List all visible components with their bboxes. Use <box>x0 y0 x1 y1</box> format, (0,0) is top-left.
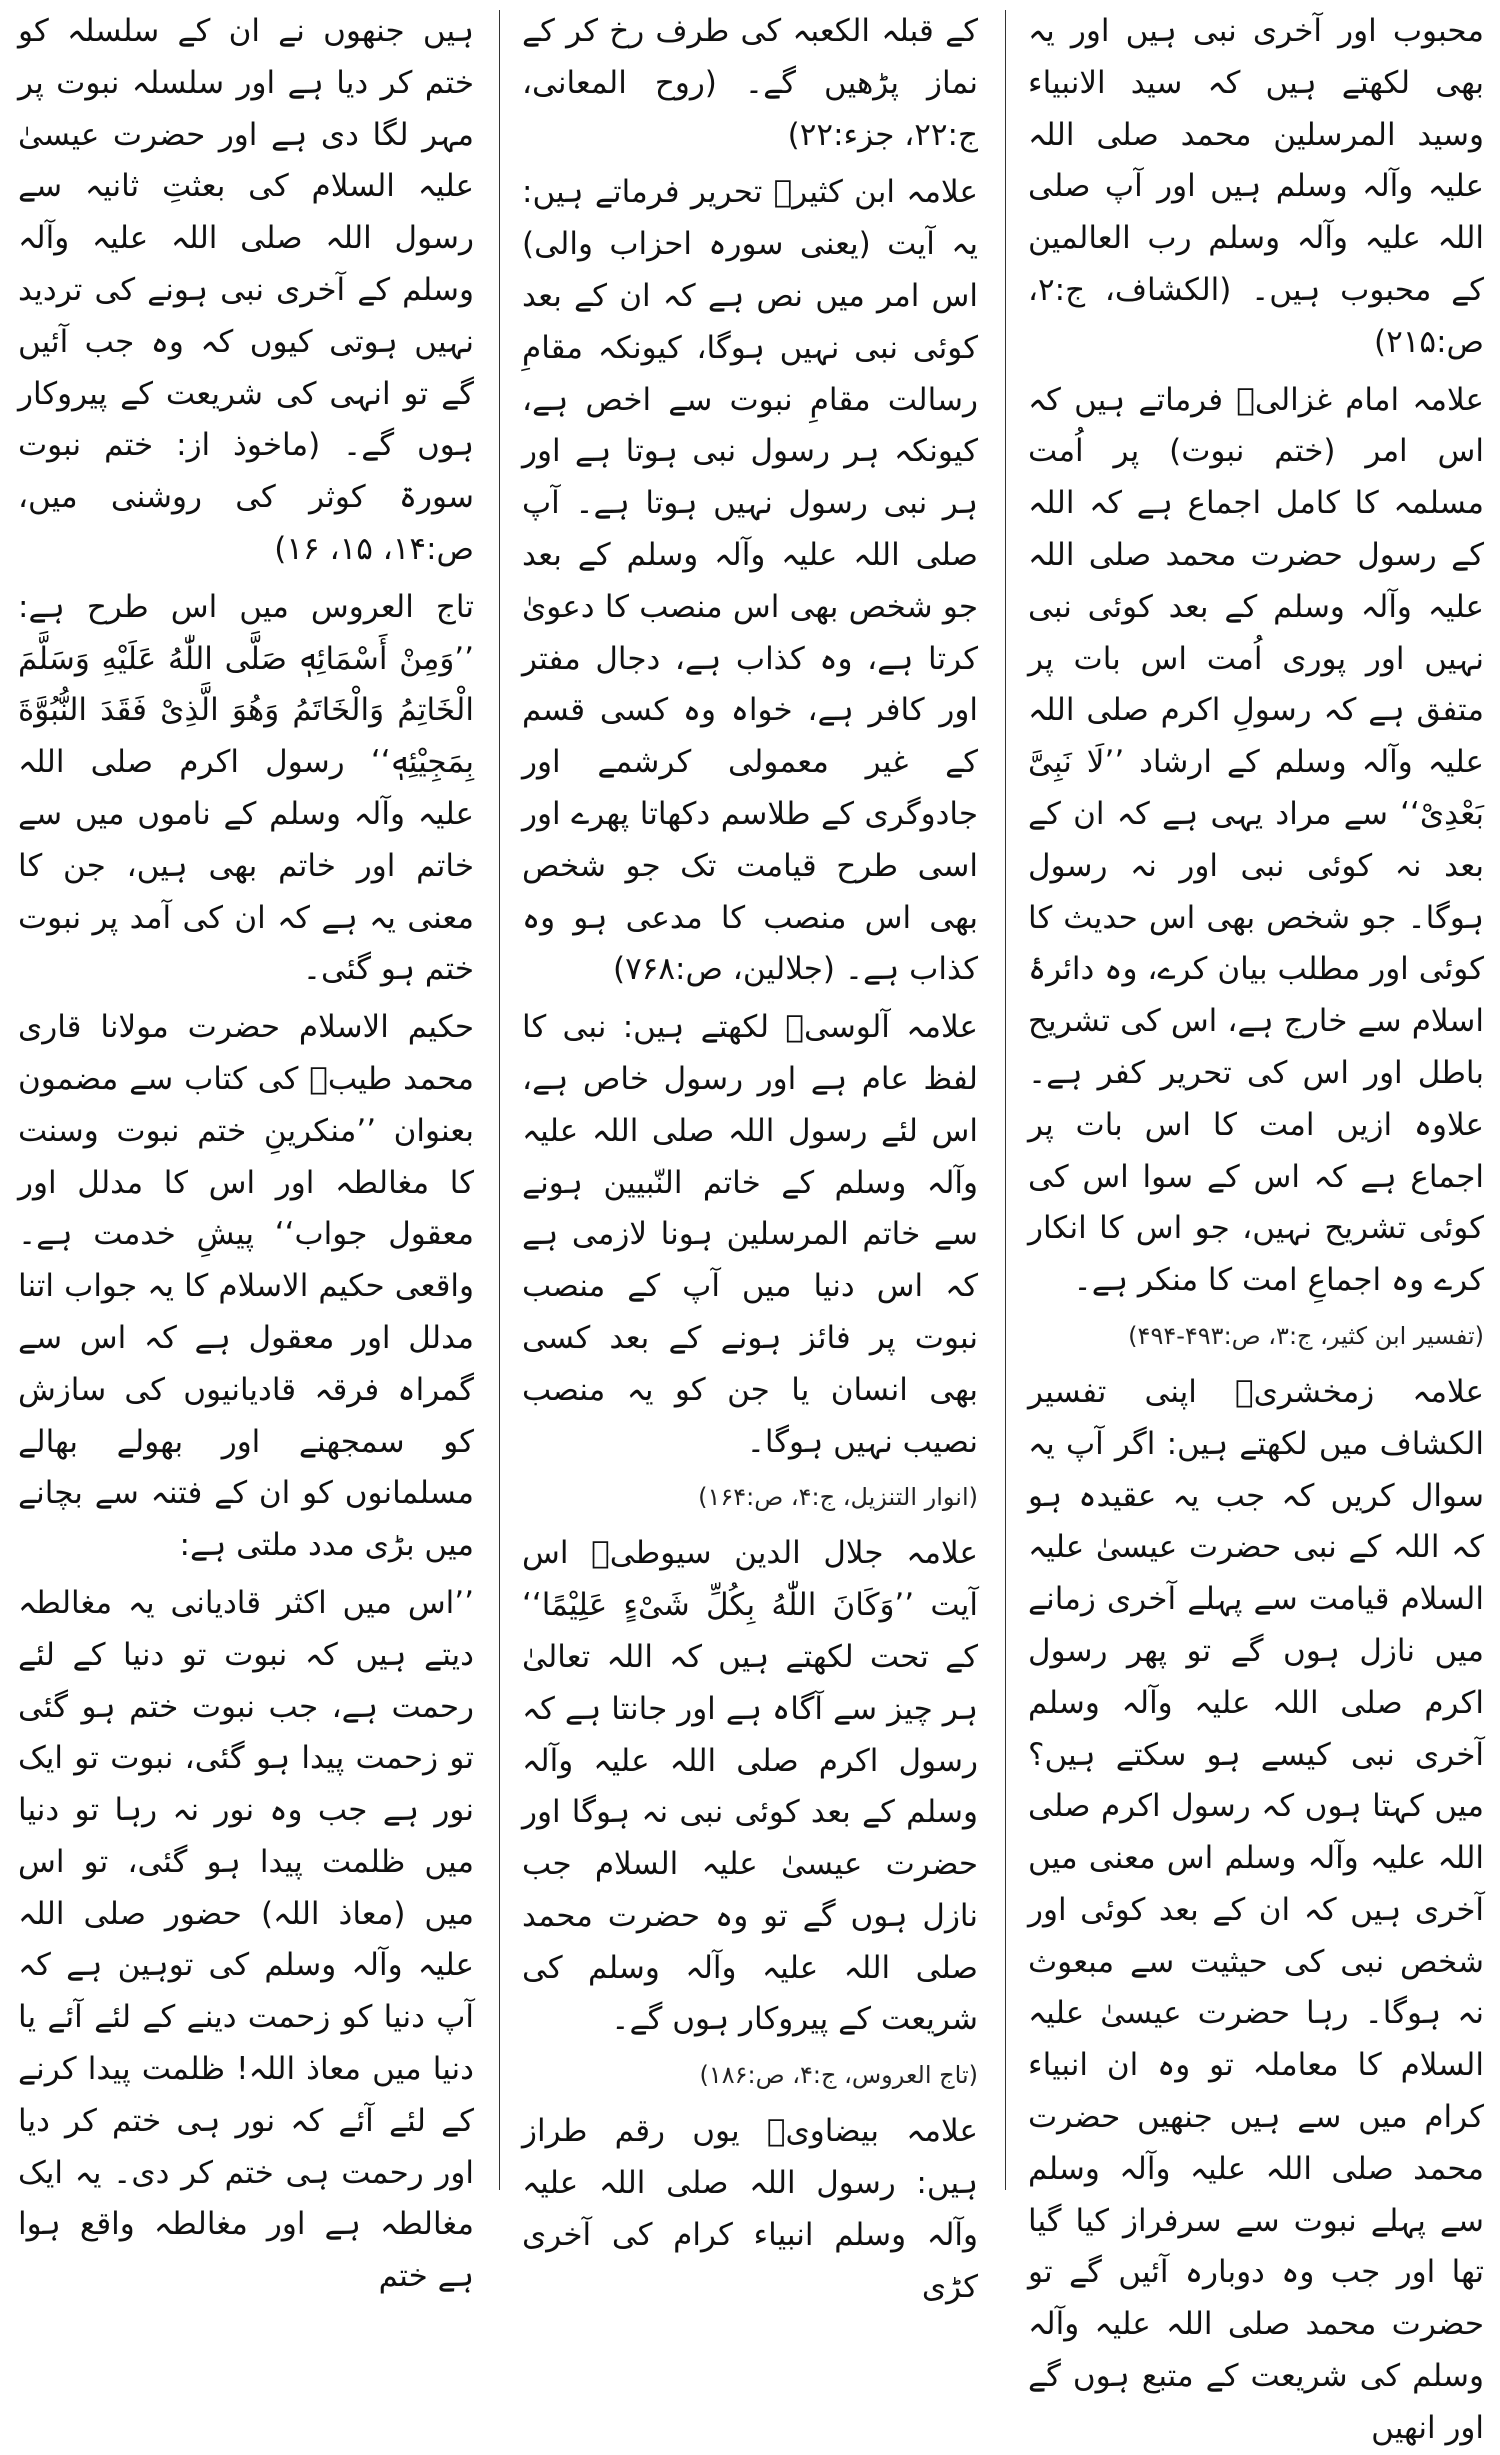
paragraph: علامہ ابن کثیرؒ تحریر فرماتے ہیں: یہ آیت (یعنی سورہ احزاب والی) اس امر میں نص ہے کہ ان کے بعد کوئی نبی نہیں ہوگا، کیونکہ مقامِ رسالت مقامِ نبوت سے اخص ہے، کیونکہ ہر رسول نبی ہوتا ہے اور ہر نبی رسول نہیں ہوتا ہے۔ آپ صلی اللہ علیہ وآلہ وسلم کے بعد جو شخص بھی اس منصب کا دعویٰ کرتا ہے، وہ کذاب ہے، دجال مفتر اور کافر ہے، خواہ وہ کسی قسم کے غیر معمولی کرشمے اور جادوگری کے طلاسم دکھاتا پھرے اور اسی طرح قیامت تک جو شخص بھی اس منصب کا مدعی ہو وہ کذاب ہے۔ (جلالین، ص:۷۶۸) <box>522 174 978 988</box>
paragraph: علامہ امام غزالیؒ فرماتے ہیں کہ اس امر (ختم نبوت) پر اُمت مسلمہ کا کامل اجماع ہے کہ اللہ کے رسول حضرت محمد صلی اللہ علیہ وآلہ وسلم کے بعد کوئی نبی نہیں اور پوری اُمت اس بات پر متفق ہے کہ رسولِ اکرم صلی اللہ علیہ وآلہ وسلم کے ارشاد ’’لَا نَبِیَّ بَعْدِیْ‘‘ سے مراد یہی ہے کہ ان کے بعد نہ کوئی نبی اور نہ رسول ہوگا۔ جو شخص بھی اس حدیث کا کوئی اور مطلب بیان کرے، وہ دائرۂ اسلام سے خارج ہے، اس کی تشریح باطل اور اس کی تحریر کفر ہے۔ علاوہ ازیں امت کا اس بات پر اجماع ہے کہ اس کے سوا اس کی کوئی تشریح نہیں، جو اس کا انکار کرے وہ اجماعِ امت کا منکر ہے۔ <box>1028 381 1484 1299</box>
paragraph: کے قبلہ الکعبہ کی طرف رخ کر کے نماز پڑھیں گے۔ (روح المعانی، ج:۲۲، جزء:۲۲) <box>522 13 978 153</box>
column-middle <box>522 0 978 2305</box>
paragraph: محبوب اور آخری نبی ہیں اور یہ بھی لکھتے ہیں کہ سید الانبیاء وسید المرسلین محمد صلی اللہ علیہ وآلہ وسلم ہیں اور آپ صلی اللہ علیہ وآلہ وسلم رب العالمین کے محبوب ہیں۔ (الکشاف، ج:۲، ص:۲۱۵) <box>1028 13 1484 360</box>
paragraph: علامہ بیضاویؒ یوں رقم طراز ہیں: رسول اللہ صلی اللہ علیہ وآلہ وسلم انبیاء کرام کی آخری کڑی <box>522 2113 978 2305</box>
column-divider-left <box>499 10 500 2190</box>
paragraph: ہیں جنھوں نے ان کے سلسلہ کو ختم کر دیا ہے اور سلسلہ نبوت پر مہر لگا دی ہے اور حضرت عیسیٰ علیہ السلام کی بعثتِ ثانیہ سے رسول اللہ صلی اللہ علیہ وآلہ وسلم کے آخری نبی ہونے کی تردید نہیں ہوتی کیوں کہ وہ جب آئیں گے تو انہی کی شریعت کے پیروکار ہوں گے۔ (ماخوذ از: ختم نبوت سورۃ کوثر کی روشنی میں، ص:۱۴، ۱۵، ۱۶) <box>18 13 474 567</box>
citation: (تفسیر ابن کثیر، ج:۳، ص:۴۹۳-۴۹۴) <box>1128 1321 1484 1350</box>
citation: (تاج العروس، ج:۴، ص:۱۸۶) <box>699 2061 978 2090</box>
paragraph: حکیم الاسلام حضرت مولانا قاری محمد طیبؒ کی کتاب سے مضمون بعنوان ’’منکرینِ ختم نبوت وسنت کا مغالطہ اور اس کا مدلل اور معقول جواب‘‘ پیشِ خدمت ہے۔ واقعی حکیم الاسلام کا یہ جواب اتنا مدلل اور معقول ہے کہ اس سے گمراہ فرقہ قادیانیوں کی سازش کو سمجھنے اور بھولے بھالے مسلمانوں کو ان کے فتنہ سے بچانے میں بڑی مدد ملتی ہے: <box>18 1009 474 1564</box>
column-right <box>1028 0 1484 2446</box>
paragraph: علامہ زمخشریؒ اپنی تفسیر الکشاف میں لکھتے ہیں: اگر آپ یہ سوال کریں کہ جب یہ عقیدہ ہو کہ اللہ کے نبی حضرت عیسیٰ علیہ السلام قیامت سے پہلے آخری زمانے میں نازل ہوں گے تو پھر رسول اکرم صلی اللہ علیہ وآلہ وسلم آخری نبی کیسے ہو سکتے ہیں؟ میں کہتا ہوں کہ رسول اکرم صلی اللہ علیہ وآلہ وسلم اس معنی میں آخری ہیں کہ ان کے بعد کوئی اور شخص نبی کی حیثیت سے مبعوث نہ ہوگا۔ رہا حضرت عیسیٰ علیہ السلام کا معاملہ تو وہ ان انبیاء کرام میں سے ہیں جنھیں حضرت محمد صلی اللہ علیہ وآلہ وسلم سے پہلے نبوت سے سرفراز کیا گیا تھا اور جب وہ دوبارہ آئیں گے تو حضرت محمد صلی اللہ علیہ وآلہ وسلم کی شریعت کے متبع ہوں گے اور انھیں <box>1028 1373 1484 2446</box>
column-left <box>18 0 474 2295</box>
citation: (انوار التنزیل، ج:۴، ص:۱۶۴) <box>698 1483 978 1512</box>
paragraph: علامہ جلال الدین سیوطیؒ اس آیت ’’وَكَانَ اللّٰهُ بِكُلِّ شَیْءٍ عَلِیْمًا‘‘ کے تحت لکھتے ہیں کہ اللہ تعالیٰ ہر چیز سے آگاہ ہے اور جانتا ہے کہ رسول اکرم صلی اللہ علیہ وآلہ وسلم کے بعد کوئی نبی نہ ہوگا اور حضرت عیسیٰ علیہ السلام جب نازل ہوں گے تو وہ حضرت محمد صلی اللہ علیہ وآلہ وسلم کی شریعت کے پیروکار ہوں گے۔ <box>522 1535 978 2038</box>
paragraph: علامہ آلوسیؒ لکھتے ہیں: نبی کا لفظ عام ہے اور رسول خاص ہے، اس لئے رسول اللہ صلی اللہ علیہ وآلہ وسلم کے خاتم النّبیین ہونے سے خاتم المرسلین ہونا لازمی ہے کہ اس دنیا میں آپ کے منصب نبوت پر فائز ہونے کے بعد کسی بھی انسان یا جن کو یہ منصب نصیب نہیں ہوگا۔ <box>522 1009 978 1460</box>
paragraph: تاج العروس میں اس طرح ہے: ’’وَمِنْ أَسْمَائِهٖ صَلَّى اللّٰهُ عَلَيْهِ وَسَلَّمَ الْخَاتِمُ وَالْخَاتَمُ وَهُوَ الَّذِیْ فَقَدَ النُّبُوَّةَ بِمَجِيْئِهٖ‘‘ رسول اکرم صلی اللہ علیہ وآلہ وسلم کے ناموں میں سے خاتم اور خاتم بھی ہیں، جن کا معنی یہ ہے کہ ان کی آمد پر نبوت ختم ہو گئی۔ <box>18 588 474 988</box>
paragraph: ’’اس میں اکثر قادیانی یہ مغالطہ دیتے ہیں کہ نبوت تو دنیا کے لئے رحمت ہے، جب نبوت ختم ہو گئی تو زحمت پیدا ہو گئی، نبوت تو ایک نور ہے جب وہ نور نہ رہا تو دنیا میں ظلمت پیدا ہو گئی، تو اس میں (معاذ اللہ) حضور صلی اللہ علیہ وآلہ وسلم کی توہین ہے کہ آپ دنیا کو زحمت دینے کے لئے آئے یا دنیا میں معاذ اللہ! ظلمت پیدا کرنے کے لئے آئے کہ نور ہی ختم کر دیا اور رحمت ہی ختم کر دی۔ یہ ایک مغالطہ ہے اور مغالطہ واقع ہوا ہے ختم <box>18 1584 474 2295</box>
column-divider-right <box>1005 10 1006 2190</box>
